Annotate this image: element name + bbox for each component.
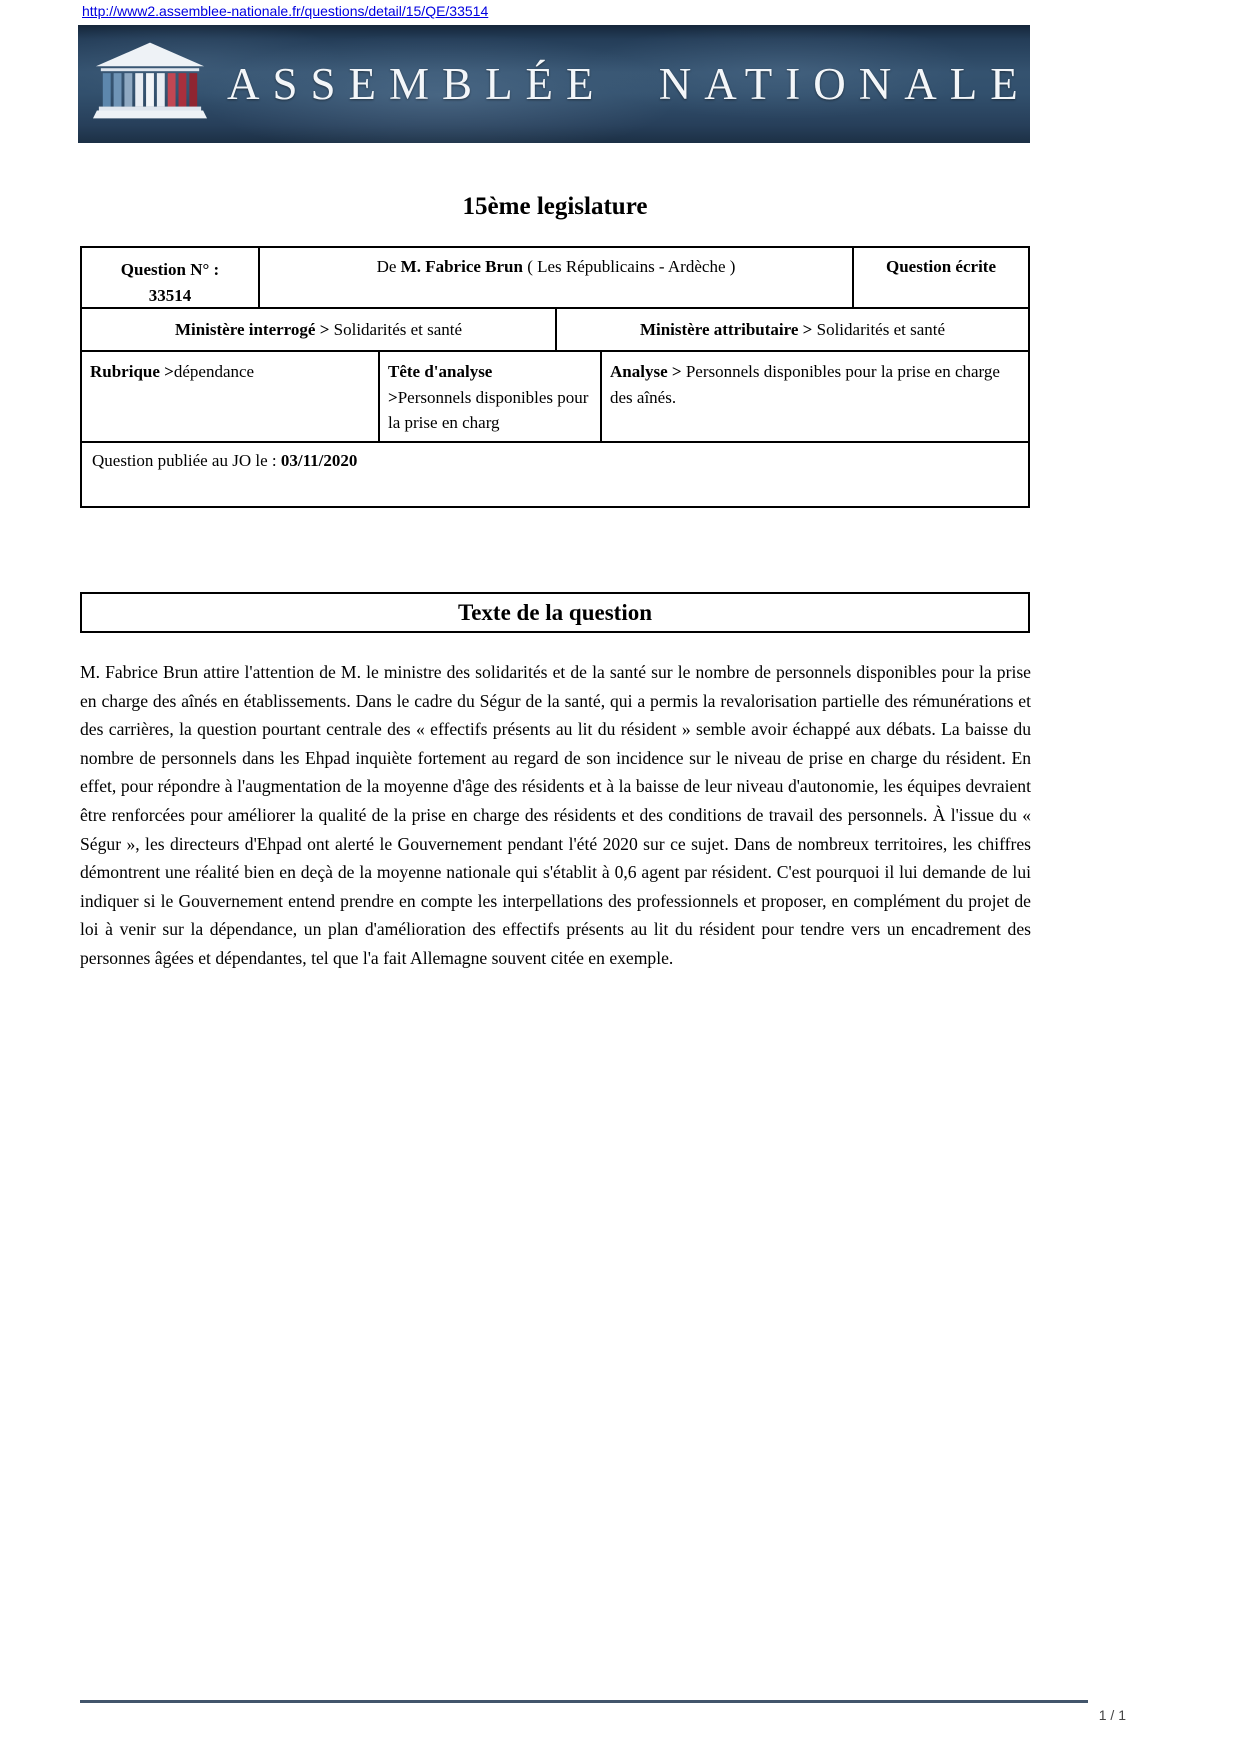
analyse-value: Personnels disponibles pour la prise en charge des aînés. — [610, 362, 1000, 407]
page-number: 1 / 1 — [1098, 1707, 1126, 1723]
question-body-text: M. Fabrice Brun attire l'attention de M. le ministre des solidarités et de la santé sur le nombre de personnels disponibles pour la prise en charge des aînés en établissements. Dans le cadre du Ségur de la santé, qui a permis la revalorisation partielle des rémunérations et des carrières, la question pourtant centrale des « effectifs présents au lit du résident » semble avoir échappé aux débats. La baisse du nombre de personnels dans les Ehpad inquiète fortement au regard de son incidence sur le niveau de prise en charge du résident. En effet, pour répondre à l'augmentation de la moyenne d'âge des résidents et à la baisse de leur niveau d'autonomie, les équipes devraient être renforcées pour améliorer la qualité de la prise en charge des résidents et des conditions de travail des personnels. À l'issue du « Ségur », les directeurs d'Ehpad ont alerté le Gouvernement pendant l'été 2020 sur ce sujet. Dans de nombreux territoires, les chiffres démontrent une réalité bien en deçà de la moyenne nationale qui s'établit à 0,6 agent par résident. C'est pourquoi il lui demande de lui indiquer si le Gouvernement entend prendre en compte les interpellations des professionnels et proposer, en complément du projet de loi à venir sur la dépendance, un plan d'amélioration des effectifs présents au lit du résident pour tendre vers un encadrement des personnes âgées et dépendantes, tel que l'a fait Allemagne souvent citée en exemple. — [80, 662, 1031, 968]
source-url-link[interactable]: http://www2.assemblee-nationale.fr/questions/detail/15/QE/33514 — [82, 3, 489, 19]
rubrique-cell — [82, 352, 380, 441]
table-row-classification — [82, 352, 1028, 443]
analyse-cell — [602, 352, 1028, 441]
publication-date: 03/11/2020 — [280, 451, 358, 470]
assemblee-nationale-banner — [78, 25, 1030, 143]
texte-question-heading: Texte de la question — [457, 599, 653, 625]
tete-analyse-cell — [380, 352, 602, 441]
assemblee-nationale-logo-icon — [91, 40, 209, 129]
banner-title: ASSEMBLÉE NATIONALE — [227, 59, 1031, 109]
question-author-cell — [260, 248, 854, 307]
ministere-interroge-value: Solidarités et santé — [333, 319, 463, 339]
footer-divider — [80, 1700, 1088, 1703]
tete-analyse-label: Tête d'analyse — [388, 362, 493, 381]
ministere-attributaire-label: Ministère attributaire > — [639, 319, 817, 339]
question-number-value: 33514 — [148, 286, 192, 306]
rubrique-value: dépendance — [173, 362, 255, 381]
question-number-label: Question N° : — [120, 260, 220, 279]
publication-label: Question publiée au JO le : — [92, 451, 281, 470]
question-type-label: Question écrite — [886, 257, 996, 276]
texte-question-section-header — [80, 592, 1030, 633]
legislature-heading: 15ème legislature — [462, 193, 648, 220]
ministere-interroge-label: Ministère interrogé > — [174, 319, 334, 339]
author-suffix: ( Les Républicains - Ardèche ) — [522, 257, 736, 276]
table-row-publication — [82, 443, 1028, 506]
table-row-ministeres — [82, 309, 1028, 352]
author-name: M. Fabrice Brun — [400, 257, 523, 276]
tete-analyse-gt: > — [388, 387, 398, 407]
publication-cell — [82, 443, 1028, 506]
question-type-cell — [854, 248, 1028, 307]
ministere-interroge-cell — [82, 309, 557, 350]
question-summary-table — [80, 246, 1030, 508]
ministere-attributaire-cell — [557, 309, 1028, 350]
tete-analyse-value: >Personnels disponibles pour la prise en charg — [388, 387, 589, 432]
table-row-question-header — [82, 248, 1028, 309]
question-number-cell — [82, 248, 260, 307]
author-prefix: De — [376, 257, 401, 276]
rubrique-label: Rubrique > — [90, 362, 174, 381]
ministere-attributaire-value: Solidarités et santé — [816, 319, 946, 339]
analyse-label: Analyse > — [610, 362, 686, 381]
